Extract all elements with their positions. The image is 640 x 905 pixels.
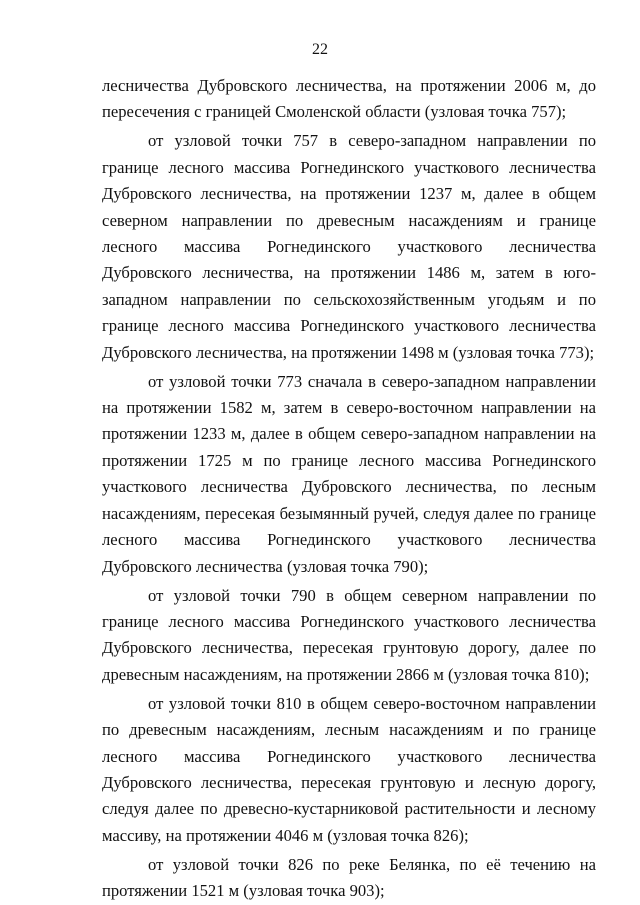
paragraph: от узловой точки 790 в общем северном направлении по границе лесного массива Рогнединского участкового лесничества Дубровского лесничества, пересекая грунтовую дорогу, далее по древесным насаждениям, на протяжении 2866 м (узловая точка 810); [102,585,596,684]
paragraph: от узловой точки 826 по реке Белянка, по её течению на протяжении 1521 м (узловая точка 903); [102,854,596,901]
paragraph: от узловой точки 773 сначала в северо-западном направлении на протяжении 1582 м, затем в северо-восточном направлении на протяжении 1233 м, далее в общем северо-западном направлении на протяжении 1725 м по границе лесного массива Рогнединского участкового лесничества Дубровского лесничества, по лесным насаждениям, пересекая безымянный ручей, следуя далее по границе лесного массива Рогнединского участкового лесничества Дубровского лесничества (узловая точка 790); [102,371,596,576]
page-number: 22 [312,41,328,58]
document-body [102,73,596,905]
paragraph-continuation: лесничества Дубровского лесничества, на протяжении 2006 м, до пересечения с границей Смоленской области (узловая точка 757); [102,76,596,122]
paragraph: от узловой точки 757 в северо-западном направлении по границе лесного массива Рогнединского участкового лесничества Дубровского лесничества, на протяжении 1237 м, далее в общем северном направлении по древесным насаждениям и границе лесного массива Рогнединского участкового лесничества Дубровского лесничества, на протяжении 1486 м, затем в юго-западном направлении по сельскохозяйственным угодьям и по границе лесного массива Рогнединского участкового лесничества Дубровского лесничества, на протяжении 1498 м (узловая точка 773); [102,131,596,362]
paragraph: от узловой точки 810 в общем северо-восточном направлении по древесным насаждениям, лесным насаждениям и по границе лесного массива Рогнединского участкового лесничества Дубровского лесничества, пересекая грунтовую и лесную дорогу, следуя далее по древесно-кустарниковой растительности и лесному массиву, на протяжении 4046 м (узловая точка 826); [102,693,596,845]
